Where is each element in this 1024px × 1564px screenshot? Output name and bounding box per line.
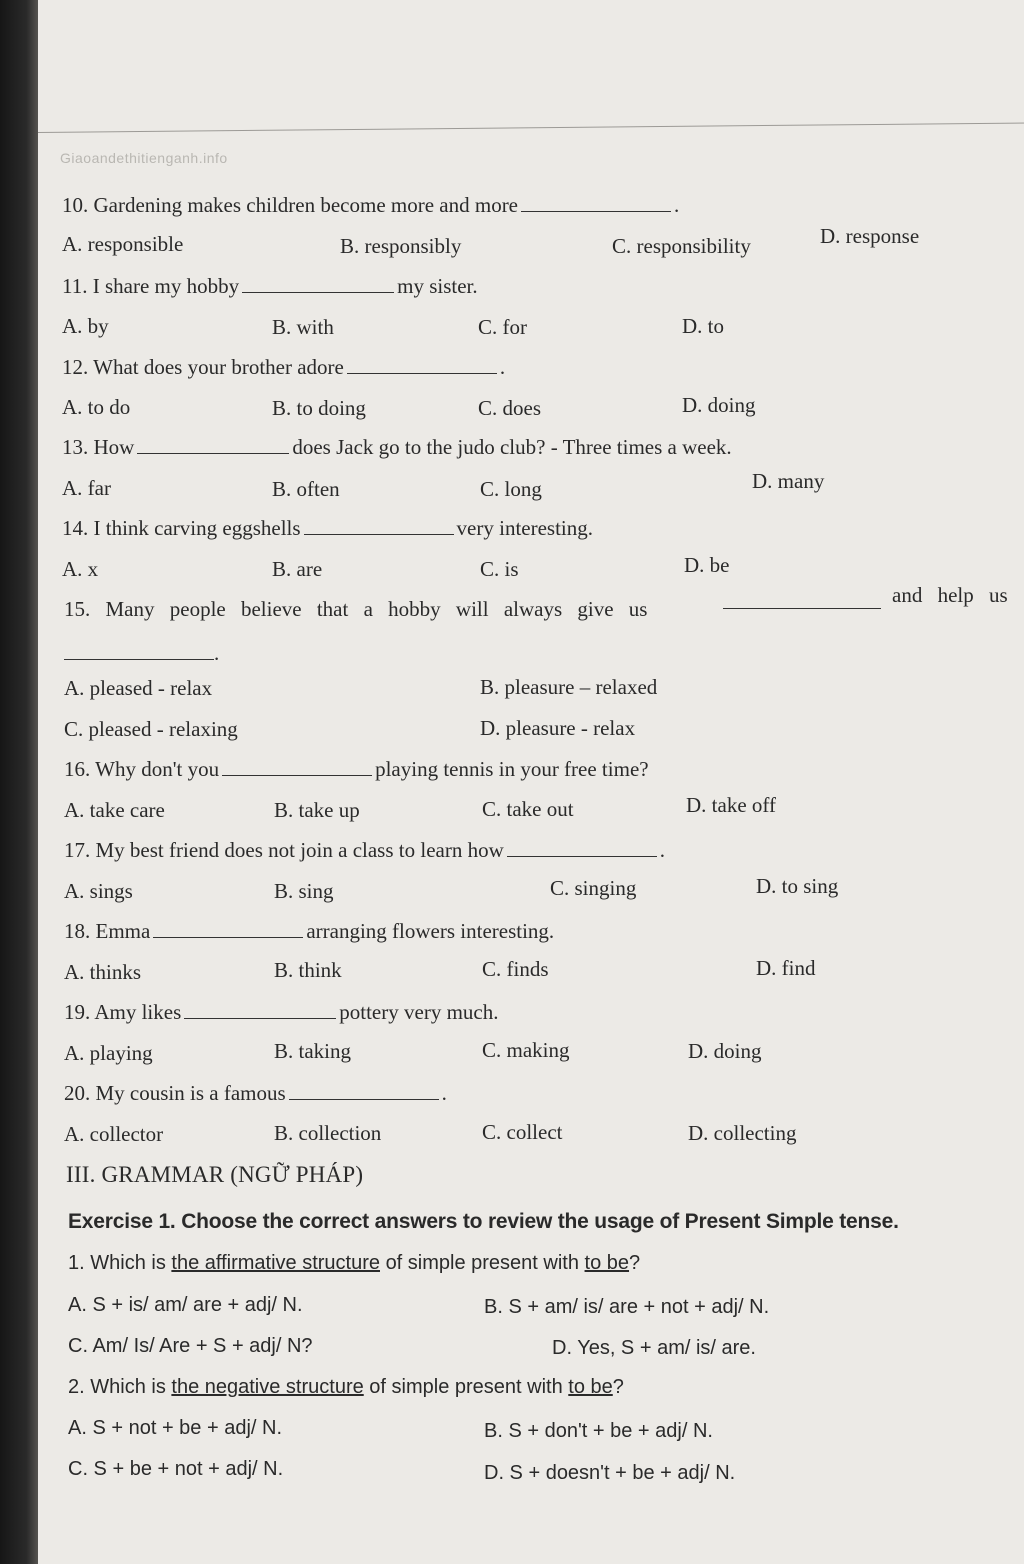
option-d[interactable]: D. to: [682, 314, 724, 338]
answer-blank[interactable]: [153, 919, 303, 938]
option-c[interactable]: C. take out: [482, 797, 574, 821]
option-c[interactable]: C. Am/ Is/ Are + S + adj/ N?: [68, 1335, 313, 1357]
option-d[interactable]: D. take off: [686, 793, 776, 817]
question-15: 15. Many people believe that a hobby will always give us: [64, 597, 648, 621]
option-d[interactable]: D. Yes, S + am/ is/ are.: [552, 1337, 756, 1359]
option-a[interactable]: A. responsible: [62, 232, 184, 256]
option-d[interactable]: D. response: [820, 224, 920, 248]
answer-blank[interactable]: [184, 1000, 336, 1019]
option-d[interactable]: D. to sing: [756, 874, 839, 898]
option-a[interactable]: A. collector: [64, 1122, 164, 1146]
option-b[interactable]: B. sing: [274, 879, 334, 903]
option-b[interactable]: B. with: [272, 315, 334, 339]
question-14: 14. I think carving eggshells very interesting.: [62, 516, 594, 540]
question-13: 13. How does Jack go to the judo club? - Three times a week.: [62, 435, 732, 459]
question-19: 19. Amy likes pottery very much.: [64, 1000, 499, 1024]
option-c[interactable]: C. for: [478, 315, 527, 339]
option-c[interactable]: C. pleased - relaxing: [64, 717, 238, 741]
option-a[interactable]: A. pleased - relax: [64, 676, 213, 700]
option-d[interactable]: D. many: [752, 469, 825, 493]
option-b[interactable]: B. to doing: [272, 396, 366, 420]
option-b[interactable]: B. responsibly: [340, 234, 462, 258]
option-c[interactable]: C. does: [478, 396, 541, 420]
answer-blank[interactable]: [507, 838, 657, 857]
option-b[interactable]: B. collection: [274, 1121, 382, 1145]
answer-blank[interactable]: [242, 274, 394, 293]
option-c[interactable]: C. finds: [482, 957, 549, 981]
option-b[interactable]: B. pleasure – relaxed: [480, 675, 658, 699]
option-b[interactable]: B. are: [272, 557, 323, 581]
option-b[interactable]: B. often: [272, 477, 340, 501]
answer-blank[interactable]: [289, 1081, 439, 1100]
option-a[interactable]: A. sings: [64, 879, 133, 903]
answer-blank[interactable]: [64, 641, 214, 660]
page-edge-shadow: [0, 0, 38, 1564]
option-a[interactable]: A. thinks: [64, 960, 142, 984]
option-c[interactable]: C. collect: [482, 1120, 563, 1144]
option-c[interactable]: C. responsibility: [612, 234, 751, 258]
answer-blank[interactable]: [137, 435, 289, 454]
option-d[interactable]: D. collecting: [688, 1121, 797, 1145]
question-11: 11. I share my hobby my sister.: [62, 274, 478, 298]
answer-blank[interactable]: [723, 590, 881, 609]
option-a[interactable]: A. S + is/ am/ are + adj/ N.: [68, 1294, 303, 1316]
option-c[interactable]: C. is: [480, 557, 519, 581]
question-16: 16. Why don't you playing tennis in your free time?: [64, 757, 649, 781]
answer-blank[interactable]: [347, 355, 497, 374]
option-b[interactable]: B. take up: [274, 798, 360, 822]
option-d[interactable]: D. S + doesn't + be + adj/ N.: [484, 1462, 736, 1484]
question-12: 12. What does your brother adore .: [62, 355, 506, 379]
option-a[interactable]: A. by: [62, 314, 109, 338]
option-a[interactable]: A. playing: [64, 1041, 153, 1065]
section-heading: III. GRAMMAR (NGỮ PHÁP): [66, 1162, 364, 1187]
option-a[interactable]: A. take care: [64, 798, 165, 822]
option-a[interactable]: A. to do: [62, 395, 131, 419]
exercise-instruction: Exercise 1. Choose the correct answers to review the usage of Present Simple tense.: [68, 1210, 899, 1233]
grammar-question-1: 1. Which is the affirmative structure of simple present with to be?: [68, 1252, 641, 1274]
option-c[interactable]: C. singing: [550, 876, 637, 900]
option-c[interactable]: C. making: [482, 1038, 570, 1062]
option-b[interactable]: B. taking: [274, 1039, 351, 1063]
answer-blank[interactable]: [222, 757, 372, 776]
answer-blank[interactable]: [304, 516, 454, 535]
option-d[interactable]: D. find: [756, 956, 816, 980]
option-d[interactable]: D. be: [684, 553, 730, 577]
option-c[interactable]: C. long: [480, 477, 542, 501]
option-a[interactable]: A. S + not + be + adj/ N.: [68, 1417, 283, 1439]
option-b[interactable]: B. S + am/ is/ are + not + adj/ N.: [484, 1296, 770, 1318]
option-d[interactable]: D. doing: [688, 1039, 762, 1063]
option-a[interactable]: A. far: [62, 476, 111, 500]
question-15-continuation: and help us: [892, 583, 1008, 607]
top-divider: [38, 122, 1024, 133]
answer-blank[interactable]: [521, 193, 671, 212]
watermark: Giaoandethitienganh.info: [60, 150, 228, 166]
option-a[interactable]: A. x: [62, 557, 99, 581]
option-d[interactable]: D. pleasure - relax: [480, 716, 636, 740]
question-15-line2: .: [64, 640, 219, 666]
option-d[interactable]: D. doing: [682, 393, 756, 417]
option-b[interactable]: B. S + don't + be + adj/ N.: [484, 1420, 713, 1442]
question-20: 20. My cousin is a famous .: [64, 1081, 447, 1105]
question-17: 17. My best friend does not join a class to learn how .: [64, 838, 665, 862]
grammar-question-2: 2. Which is the negative structure of simple present with to be?: [68, 1376, 624, 1398]
question-10: 10. Gardening makes children become more and more .: [62, 193, 680, 217]
option-c[interactable]: C. S + be + not + adj/ N.: [68, 1458, 284, 1480]
question-18: 18. Emma arranging flowers interesting.: [64, 919, 555, 943]
option-b[interactable]: B. think: [274, 958, 342, 982]
